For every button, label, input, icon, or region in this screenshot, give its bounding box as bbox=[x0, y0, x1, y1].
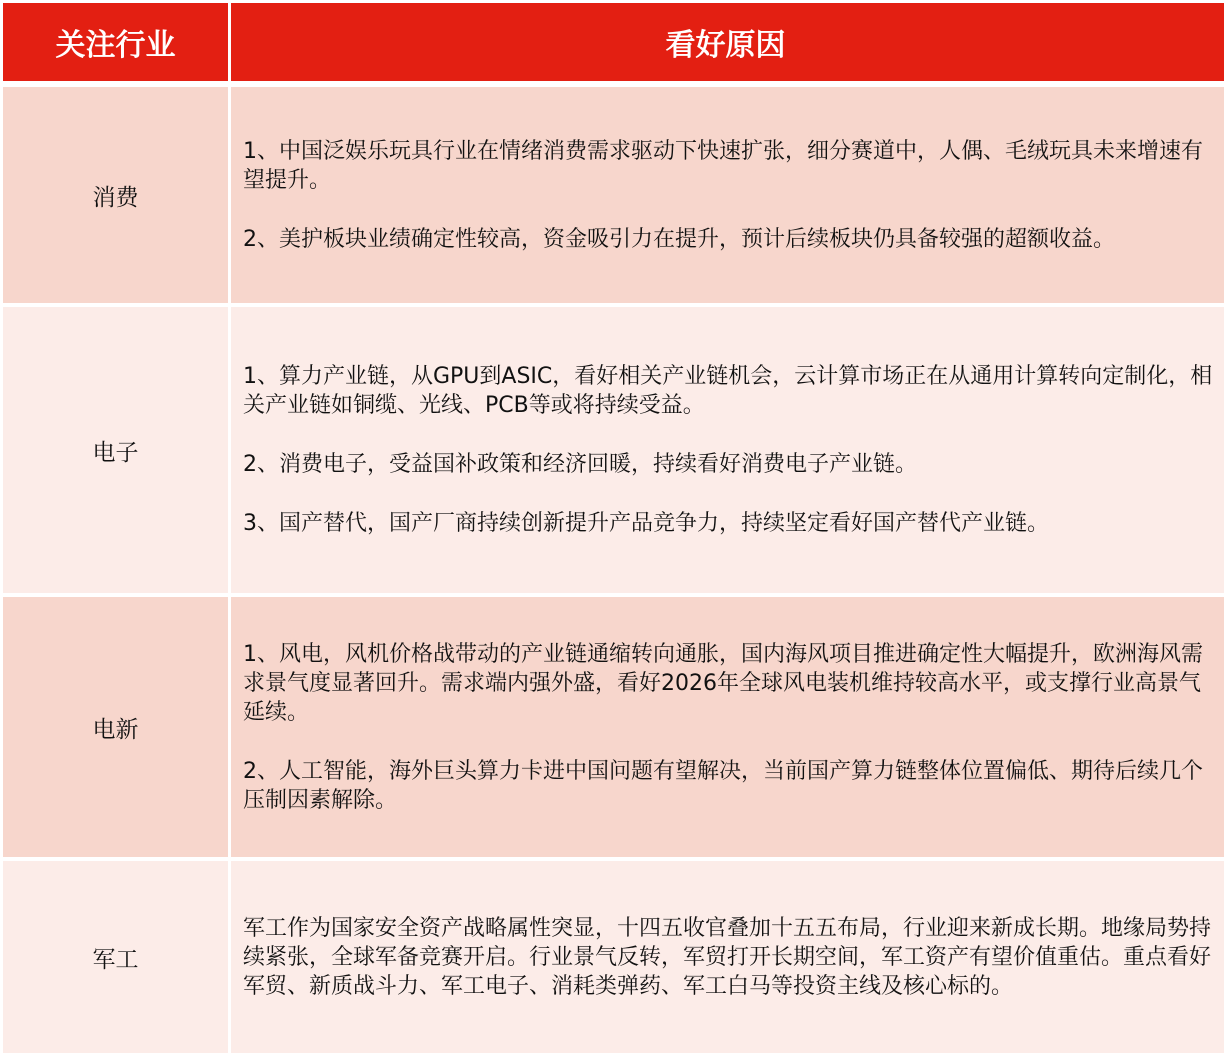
reason-text: 2、消费电子，受益国补政策和经济回暖，持续看好消费电子产业链。 bbox=[243, 452, 917, 477]
industry-cell bbox=[3, 861, 228, 1053]
table-row-electronics bbox=[3, 307, 1224, 593]
industry-label: 军工 bbox=[92, 946, 139, 973]
industry-label: 消费 bbox=[92, 184, 139, 211]
table-row-consumer bbox=[3, 87, 1224, 303]
reason-cell bbox=[231, 861, 1224, 1053]
industry-cell bbox=[3, 87, 228, 303]
reason-text: 2、人工智能，海外巨头算力卡进中国问题有望解决，当前国产算力链整体位置偏低、期待后续几个压制因素解除。 bbox=[243, 758, 1204, 813]
reason-text: 2、美护板块业绩确定性较高，资金吸引力在提升，预计后续板块仍具备较强的超额收益。 bbox=[243, 226, 1116, 252]
reason-text: 1、风电，风机价格战带动的产业链通缩转向通胀，国内海风项目推进确定性大幅提升，欧洲海风需求景气度显著回升。需求端内强外盛，看好2026年全球风电装机维持较高水平，或支撑行业高景气延续。 bbox=[243, 641, 1204, 725]
reason-cell bbox=[231, 307, 1224, 593]
table-row-new-energy bbox=[3, 597, 1224, 857]
table-row-military bbox=[3, 861, 1224, 1053]
reason-cell bbox=[231, 597, 1224, 857]
industry-label: 电新 bbox=[92, 716, 139, 743]
reason-text: 军工作为国家安全资产战略属性突显，十四五收官叠加十五五布局，行业迎来新成长期。地缘局势持续紧张，全球军备竞赛开启。行业景气反转，军贸打开长期空间，军工资产有望价值重估。重点看好军贸、新质战斗力、军工电子、消耗类弹药、军工白马等投资主线及核心标的。 bbox=[243, 915, 1212, 999]
header-industry: 关注行业 bbox=[3, 3, 228, 81]
reason-text: 1、算力产业链，从GPU到ASIC，看好相关产业链机会，云计算市场正在从通用计算转向定制化，相关产业链如铜缆、光线、PCB等或将持续受益。 bbox=[243, 364, 1213, 418]
reason-text: 1、中国泛娱乐玩具行业在情绪消费需求驱动下快速扩张，细分赛道中，人偶、毛绒玩具未来增速有望提升。 bbox=[243, 138, 1204, 193]
industry-cell bbox=[3, 307, 228, 593]
industry-label: 电子 bbox=[92, 439, 139, 466]
reason-text: 3、国产替代，国产厂商持续创新提升产品竞争力，持续坚定看好国产替代产业链。 bbox=[243, 511, 1049, 536]
reason-cell bbox=[231, 87, 1224, 303]
header-reason: 看好原因 bbox=[231, 3, 1224, 81]
industry-cell bbox=[3, 597, 228, 857]
table-header bbox=[3, 3, 1224, 81]
